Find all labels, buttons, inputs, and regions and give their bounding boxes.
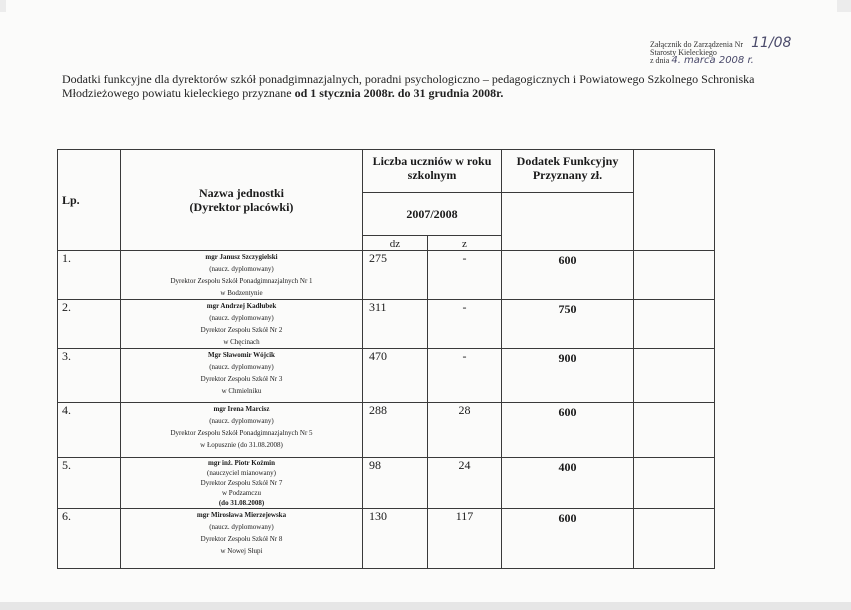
row-lp: 5. [58, 458, 121, 509]
term-note: (do 31.08.2008) [218, 499, 265, 507]
school-place: w Nowej Słupi [220, 547, 263, 555]
header-z: z [428, 236, 502, 251]
header-bonus: Dodatek Funkcyjny Przyznany zł. [502, 150, 634, 193]
director-name: mgr inż. Piotr Koźmin [207, 459, 275, 467]
annex-date-handwritten: 4. marca 2008 r. [671, 55, 754, 66]
bonus-amount: 600 [502, 403, 634, 458]
students-z: - [428, 349, 502, 403]
director-title: (nauczyciel mianowany) [207, 469, 276, 477]
school-place: w Chęcinach [223, 338, 260, 346]
students-dz: 288 [363, 403, 428, 458]
annex-line1: Załącznik do Zarządzenia Nr [650, 40, 744, 49]
header-lp: Lp. [58, 150, 121, 251]
students-dz: 470 [363, 349, 428, 403]
row-lp: 6. [58, 509, 121, 569]
row-name-cell [121, 349, 363, 403]
school-place: w Chmielniku [221, 387, 262, 395]
row-name-cell [121, 300, 363, 349]
row-lp: 1. [58, 251, 121, 300]
header-dz: dz [363, 236, 428, 251]
heading-period: od 1 stycznia 2008r. do 31 grudnia 2008r. [294, 86, 504, 100]
bonus-amount: 900 [502, 349, 634, 403]
director-name: Mgr Sławomir Wójcik [208, 351, 275, 359]
students-z: - [428, 300, 502, 349]
bonus-amount: 400 [502, 458, 634, 509]
row-lp: 3. [58, 349, 121, 403]
students-z: 28 [428, 403, 502, 458]
heading-line2: Młodzieżowego powiatu kieleckiego przyznane [62, 86, 295, 100]
table-row [58, 509, 715, 569]
director-title: (naucz. dyplomowany) [209, 265, 274, 273]
table-row [58, 349, 715, 403]
table-row [58, 403, 715, 458]
annex-note [650, 35, 792, 66]
bonus-amount: 600 [502, 251, 634, 300]
header-students: Liczba uczniów w roku szkolnym [363, 150, 502, 193]
header-bonus-blank [502, 193, 634, 251]
director-title: (naucz. dyplomowany) [209, 417, 274, 425]
director-name: mgr Janusz Szczygielski [205, 253, 278, 261]
school-place: w Bodzentynie [220, 289, 263, 297]
school-line: Dyrektor Zespołu Szkół Nr 3 [200, 375, 283, 383]
header-name [121, 150, 363, 251]
bonus-amount: 750 [502, 300, 634, 349]
row-name-cell [121, 458, 363, 509]
row-lp: 2. [58, 300, 121, 349]
annex-number-handwritten: 11/08 [751, 35, 792, 51]
row-name-cell [121, 403, 363, 458]
table-row [58, 300, 715, 349]
school-line: Dyrektor Zespołu Szkół Nr 2 [200, 326, 283, 334]
scan-corner-right [837, 0, 851, 12]
students-dz: 275 [363, 251, 428, 300]
blank-column [634, 150, 715, 251]
annex-line2: Starosty Kieleckiego [650, 48, 717, 57]
students-z: 24 [428, 458, 502, 509]
director-name: mgr Mirosława Mierzejewska [196, 511, 287, 519]
director-name: mgr Andrzej Kadłubek [206, 302, 277, 310]
row-blank [634, 403, 715, 458]
director-name: mgr Irena Marcisz [213, 405, 270, 413]
school-line: Dyrektor Zespołu Szkół Nr 7 [200, 479, 283, 487]
table-row [58, 251, 715, 300]
document-heading [62, 72, 822, 100]
header-name-sub: (Dyrektor placówki) [189, 200, 294, 214]
row-blank [634, 458, 715, 509]
school-place: w Łopusznie (do 31.08.2008) [200, 441, 283, 449]
director-title: (naucz. dyplomowany) [209, 363, 274, 371]
row-blank [634, 251, 715, 300]
header-name-title: Nazwa jednostki [198, 186, 284, 200]
bonus-amount: 600 [502, 509, 634, 569]
row-blank [634, 509, 715, 569]
director-title: (naucz. dyplomowany) [209, 314, 274, 322]
row-blank [634, 349, 715, 403]
students-dz: 311 [363, 300, 428, 349]
students-z: - [428, 251, 502, 300]
school-line: Dyrektor Zespołu Szkół Ponadgimnazjalnych Nr 5 [170, 429, 313, 437]
scan-corner-left [0, 0, 6, 12]
header-year: 2007/2008 [363, 193, 502, 236]
row-blank [634, 300, 715, 349]
annex-line3: z dnia [650, 56, 670, 65]
school-line: Dyrektor Zespołu Szkół Nr 8 [200, 535, 283, 543]
row-name-cell [121, 509, 363, 569]
students-dz: 130 [363, 509, 428, 569]
row-name-cell [121, 251, 363, 300]
bonus-table [57, 149, 715, 569]
row-lp: 4. [58, 403, 121, 458]
students-z: 117 [428, 509, 502, 569]
heading-line1: Dodatki funkcyjne dla dyrektorów szkół ponadgimnazjalnych, poradni psychologiczno – pedagogicznych i Powiatowego Szkolnego Schroniska [62, 72, 755, 86]
school-line: Dyrektor Zespołu Szkół Ponadgimnazjalnych Nr 1 [170, 277, 313, 285]
students-dz: 98 [363, 458, 428, 509]
scan-edge [0, 602, 851, 610]
table-row [58, 458, 715, 509]
director-title: (naucz. dyplomowany) [209, 523, 274, 531]
school-place: w Podzamczu [221, 489, 262, 497]
